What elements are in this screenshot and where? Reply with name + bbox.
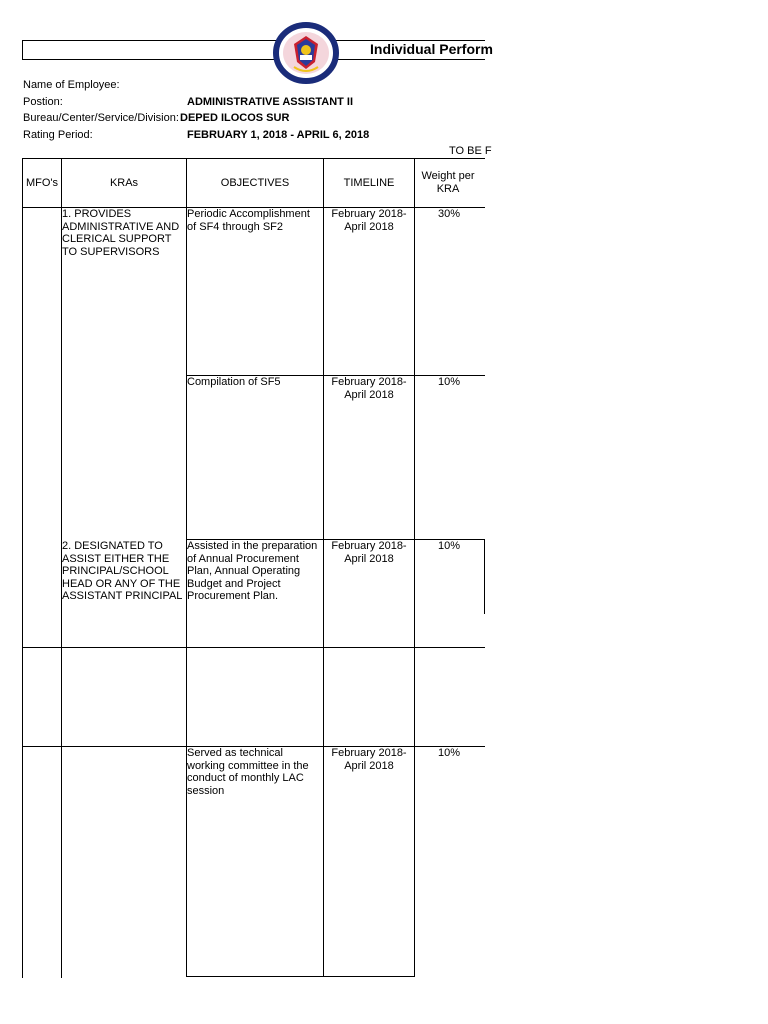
kra-2: 2. DESIGNATED TO ASSIST EITHER THE PRINCIPAL/SCHOOL HEAD OR ANY OF THE ASSISTANT PRINCIPAL [62,540,183,602]
name-label: Name of Employee: [23,79,120,91]
kra-1: 1. PROVIDES ADMINISTRATIVE AND CLERICAL SUPPORT TO SUPERVISORS [62,208,180,258]
timeline-3: February 2018- April 2018 [331,540,407,565]
weight-3: 10% [437,540,461,552]
weight-4: 10% [437,747,461,759]
header-weight: Weight per KRA [421,170,475,195]
objective-1: Periodic Accomplishment of SF4 through SF2 [187,208,310,233]
weight-1: 30% [437,208,461,220]
deped-seal-icon [273,22,339,84]
header-timeline: TIMELINE [343,176,395,189]
position-value: ADMINISTRATIVE ASSISTANT II [187,96,354,108]
to-be-filled-note: TO BE F [449,145,492,157]
objective-4: Served as technical working committee in the conduct of monthly LAC session [187,747,309,797]
weight-2: 10% [437,376,461,388]
bureau-value: DEPED ILOCOS SUR [180,112,290,124]
header-objectives: OBJECTIVES [220,176,290,189]
period-value: FEBRUARY 1, 2018 - APRIL 6, 2018 [187,129,370,141]
timeline-1: February 2018- April 2018 [331,208,407,233]
period-label: Rating Period: [23,129,93,141]
header-mfo: MFO's [25,176,59,189]
timeline-4: February 2018- April 2018 [331,747,407,772]
position-label: Postion: [23,96,63,108]
objective-3: Assisted in the preparation of Annual Procurement Plan, Annual Operating Budget and Project Procurement Plan. [187,540,318,602]
header-kras: KRAs [109,176,139,189]
objective-2: Compilation of SF5 [187,376,281,388]
bureau-label: Bureau/Center/Service/Division: [23,112,179,124]
page-title: Individual Perform [370,41,493,57]
timeline-2: February 2018- April 2018 [331,376,407,401]
